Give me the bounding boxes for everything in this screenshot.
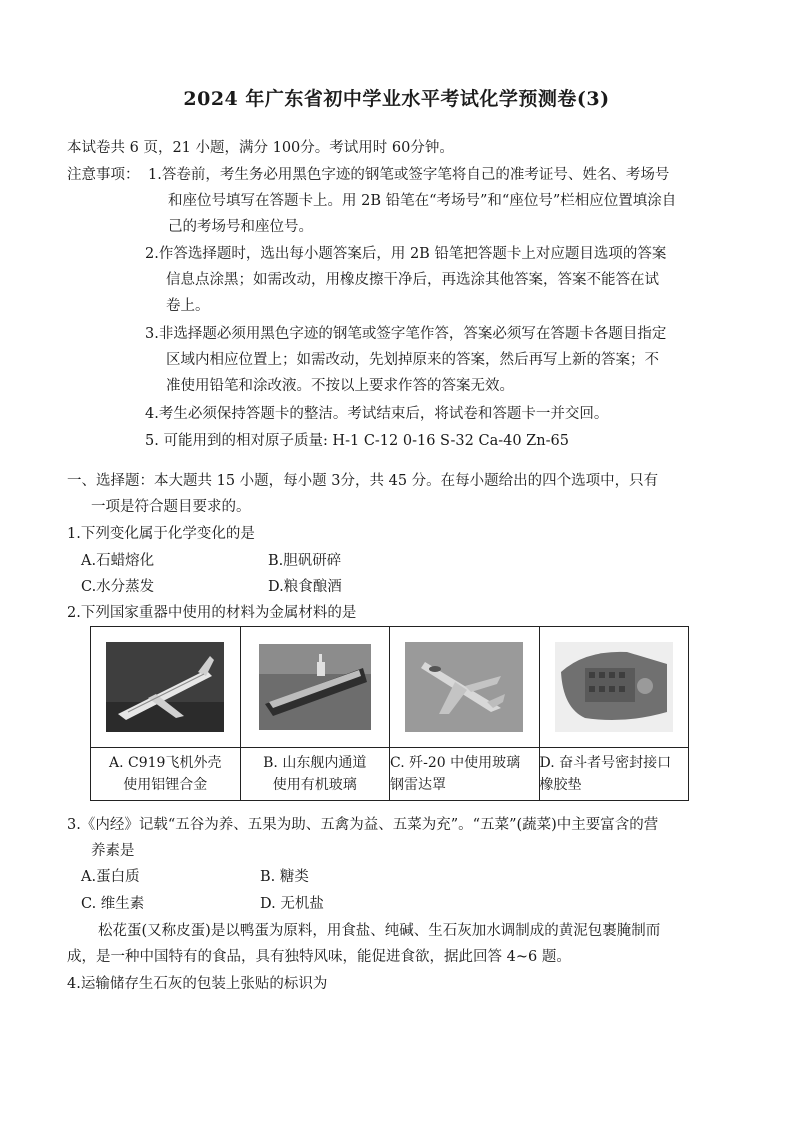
caption-d-line2: 橡胶垫 [539, 777, 582, 793]
caption-c-line1: C. 歼-20 中使用玻璃 [390, 755, 521, 771]
exam-intro: 本试卷共 6 页，21 小题，满分 100分。考试用时 60分钟。 [67, 140, 454, 156]
q3-option-d: D. 无机盐 [260, 896, 324, 912]
question-1-stem: 1.下列变化属于化学变化的是 [67, 526, 255, 542]
notice-line: 卷上。 [166, 298, 210, 314]
caption-c-line2: 钢雷达罩 [390, 777, 446, 793]
section-heading-cont: 一项是符合题目要求的。 [91, 499, 251, 515]
c919-airplane-photo [106, 642, 224, 732]
question-2-table [90, 626, 689, 801]
q1-option-b: B.胆矾研碎 [268, 553, 342, 569]
passage-line: 松花蛋(又称皮蛋)是以鸭蛋为原料，用食盐、纯碱、生石灰加水调制成的黄泥包裹腌制而 [98, 923, 661, 939]
image-cell-a [91, 627, 241, 748]
notice-line: 信息点涂黑；如需改动，用橡皮擦干净后，再选涂其他答案，答案不能答在试 [166, 272, 659, 288]
caption-b-line2: 使用有机玻璃 [272, 777, 357, 793]
question-4-stem: 4.运输储存生石灰的包装上张贴的标识为 [67, 976, 328, 992]
caption-a [91, 748, 241, 801]
question-3-stem: 3.《内经》记载“五谷为养、五果为助、五禽为益、五菜为充”。“五菜”(蔬菜)中主要富含的营 [67, 817, 659, 833]
q1-option-a: A.石蜡熔化 [81, 553, 155, 569]
question-2-stem: 2.下列国家重器中使用的材料为金属材料的是 [67, 605, 357, 621]
fendouzhe-submersible-photo [555, 642, 673, 732]
page-title: 2024 年广东省初中学业水平考试化学预测卷(3) [183, 88, 610, 110]
j20-fighter-photo [405, 642, 523, 732]
q3-option-b: B. 糖类 [260, 869, 309, 885]
caption-b [240, 748, 390, 801]
caption-d [539, 748, 689, 801]
caption-a-line1: A. C919飞机外壳 [109, 755, 222, 771]
notice-line: 3.非选择题必须用黑色字迹的钢笔或签字笔作答，答案必须写在答题卡各题目指定 [145, 326, 667, 342]
question-3-stem-cont: 养素是 [91, 843, 135, 859]
notice-line: 1.答卷前，考生务必用黑色字迹的钢笔或签字笔将自己的准考证号、姓名、考场号 [148, 167, 670, 183]
notice-line: 准使用铅笔和涂改液。不按以上要求作答的答案无效。 [166, 378, 514, 394]
notice-label: 注意事项： [67, 167, 140, 183]
notice-line: 己的考场号和座位号。 [168, 219, 313, 235]
caption-b-line1: B. 山东舰内通道 [263, 755, 367, 771]
image-cell-c [390, 627, 540, 748]
notice-line: 和座位号填写在答题卡上。用 2B 铅笔在“考场号”和“座位号”栏相应位置填涂自 [168, 193, 677, 209]
caption-c [390, 748, 540, 801]
notice-line: 区域内相应位置上；如需改动，先划掉原来的答案，然后再写上新的答案；不 [166, 352, 659, 368]
q3-option-c: C. 维生素 [81, 896, 145, 912]
section-heading: 一、选择题：本大题共 15 小题，每小题 3分，共 45 分。在每小题给出的四个选项中，只有 [67, 473, 659, 489]
notice-line: 4.考生必须保持答题卡的整洁。考试结束后，将试卷和答题卡一并交回。 [145, 406, 609, 422]
shandong-carrier-photo [259, 644, 371, 730]
q1-option-c: C.水分蒸发 [81, 579, 155, 595]
q3-option-a: A.蛋白质 [81, 869, 140, 885]
notice-line: 5. 可能用到的相对原子质量: H-1 C-12 0-16 S-32 Ca-40 Zn-65 [145, 433, 569, 449]
q1-option-d: D.粮食酿酒 [268, 579, 342, 595]
passage-line: 成，是一种中国特有的食品，具有独特风味，能促进食欲，据此回答 4~6 题。 [67, 949, 571, 965]
image-cell-b [240, 627, 390, 748]
image-cell-d [539, 627, 689, 748]
caption-d-line1: D. 奋斗者号密封接口 [539, 755, 672, 771]
notice-line: 2.作答选择题时，选出每小题答案后，用 2B 铅笔把答题卡上对应题目选项的答案 [145, 246, 667, 262]
caption-a-line2: 使用铝锂合金 [123, 777, 208, 793]
